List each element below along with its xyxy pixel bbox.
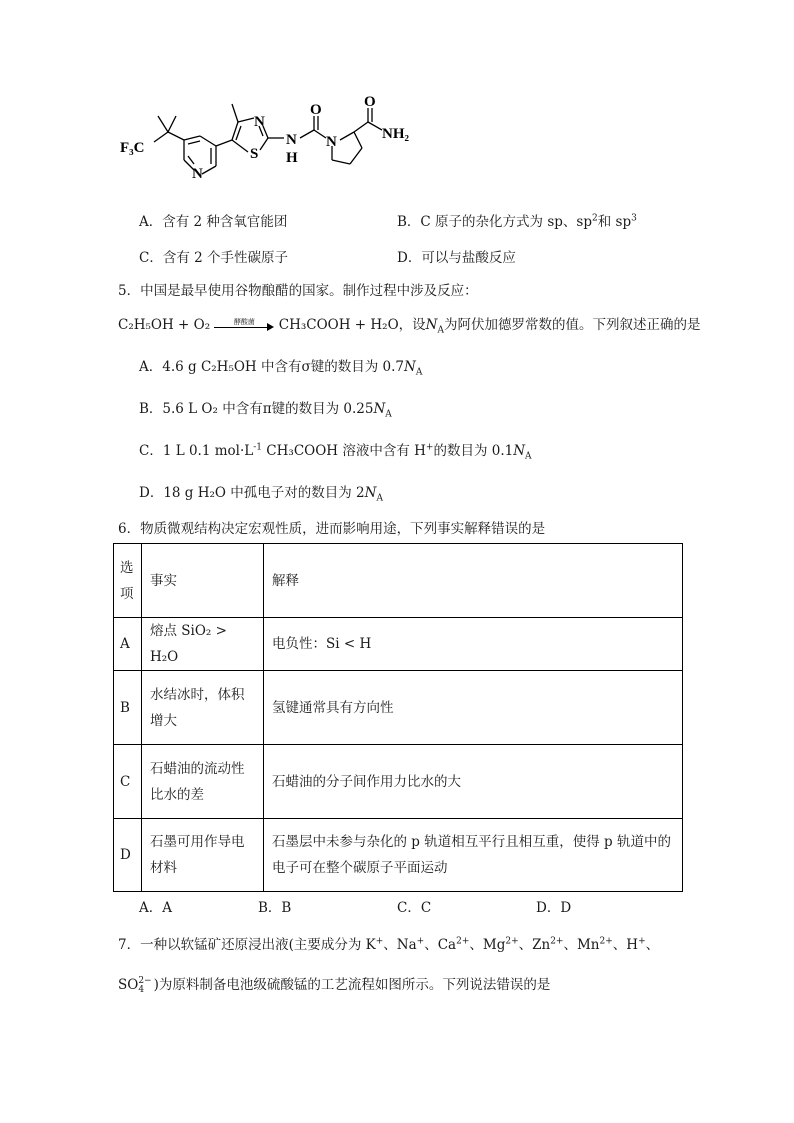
q5-equation (118, 316, 700, 334)
table-row (114, 618, 683, 671)
pyrrolidine-n-label: N (326, 134, 337, 150)
q5-na-symbol: N (425, 317, 438, 333)
q4-option-c: C．含有 2 个手性碳原子 (139, 250, 289, 266)
cf3-label: F₃C (120, 140, 145, 156)
q6-stem: 6．物质微观结构决定宏观性质，进而影响用途，下列事实解释错误的是 (118, 521, 546, 537)
table-row (114, 819, 683, 892)
row-option: B (114, 671, 142, 745)
q5-option-d-na: N (364, 485, 377, 501)
header-option: 选项 (114, 544, 142, 618)
q5-pi-symbol: π (262, 401, 272, 417)
q7-ca-sup: 2+ (456, 936, 470, 947)
q7-line1 (118, 936, 659, 954)
q7-so4-sup: 2− (138, 975, 152, 986)
q5-eq-tail-post: 为阿伏加德罗常数的值。下列叙述正确的是 (443, 317, 701, 333)
row-explain: 氢键通常具有方向性 (264, 671, 683, 745)
q5-option-c-mid: CH₃COOH 溶液中含有 H (262, 443, 426, 459)
q5-eq-left: C₂H₅OH + O₂ (118, 317, 211, 333)
q4-option-b (397, 213, 637, 231)
q7-na-sup: + (416, 936, 425, 947)
header-explain: 解释 (264, 544, 683, 618)
q5-eq-right: CH₃COOH + H₂O (278, 317, 399, 333)
q7-mn-sup: 2+ (599, 936, 613, 947)
row-explain: 电负性：Si < H (264, 618, 683, 671)
q4-option-d: D．可以与盐酸反应 (397, 250, 516, 266)
q5-option-c-na: N (513, 443, 526, 459)
q4-option-b-text: B．C 原子的杂化方式为 sp、sp (397, 214, 592, 230)
row-option: C (114, 745, 142, 819)
q6-choice-b: B．B (258, 900, 292, 916)
q4-option-a: A．含有 2 种含氧官能团 (139, 214, 288, 230)
q7-h-sup: + (638, 936, 646, 947)
q5-option-a (139, 358, 422, 376)
q5-option-a-post: 键的数目为 0.7 (310, 359, 404, 375)
q5-option-c-post: 的数目为 0.1 (433, 443, 514, 459)
row-option: D (114, 819, 142, 892)
q5-option-b-na: N (373, 401, 386, 417)
urea-o-label: O (310, 102, 322, 118)
nh2-label: NH₂ (382, 126, 409, 142)
q5-na-sub: A (437, 325, 444, 336)
q6-choice-a: A．A (139, 900, 172, 916)
pyridine-n-label: N (192, 166, 203, 182)
q5-option-b (139, 400, 392, 418)
q4-option-b-mid: 和 sp (597, 214, 632, 230)
table-header-row (114, 544, 683, 618)
q7-mg-sup: 2+ (505, 936, 519, 947)
nh-n-label: N (286, 132, 297, 148)
q7-mn: 、Mn (563, 937, 600, 953)
table-row (114, 745, 683, 819)
q7-ca: 、Ca (424, 937, 457, 953)
q7-so4: SO (118, 977, 139, 993)
amide-o-label: O (364, 96, 376, 110)
q5-option-d (139, 484, 383, 502)
row-explain: 石墨层中未参与杂化的 p 轨道相互平行且相互重，使得 p 轨道中的电子可在整个碳原子平面运动 (264, 819, 683, 892)
q6-choice-c: C．C (397, 900, 432, 916)
q5-option-b-post: 键的数目为 0.25 (271, 401, 374, 417)
row-fact: 熔点 SiO₂ > H₂O (142, 618, 264, 671)
q5-option-d-pre: D．18 g H₂O 中孤电子对的数目为 2 (139, 485, 365, 501)
q5-option-c-na-sub: A (525, 451, 532, 462)
q5-sigma-symbol: σ (301, 359, 311, 375)
q6-choice-d: D．D (536, 900, 572, 916)
q5-option-a-na: N (404, 359, 416, 375)
row-fact: 水结冰时，体积增大 (142, 671, 264, 745)
table-row (114, 671, 683, 745)
q7-zn-sup: 2+ (550, 936, 564, 947)
q5-option-c (139, 442, 532, 460)
q5-option-b-pre: B．5.6 L O₂ 中含有 (139, 401, 263, 417)
q6-table (113, 543, 683, 892)
q7-na: 、Na (383, 937, 417, 953)
molecular-structure (118, 96, 428, 196)
row-explain: 石蜡油的分子间作用力比水的大 (264, 745, 683, 819)
row-fact: 石蜡油的流动性比水的差 (142, 745, 264, 819)
q4-option-b-sup1: 2 (591, 213, 598, 224)
q5-option-d-na-sub: A (376, 493, 383, 504)
thiazole-s-label: S (250, 146, 259, 162)
q5-option-b-na-sub: A (385, 409, 392, 420)
q7-mg: 、Mg (469, 937, 506, 953)
q5-option-a-na-sub: A (415, 367, 423, 378)
q5-option-a-pre: A．4.6 g C₂H₅OH 中含有 (139, 359, 302, 375)
q7-zn: 、Zn (518, 937, 551, 953)
q7-line2-post: )为原料制备电池级硫酸锰的工艺流程如图所示。下列说法错误的是 (153, 977, 551, 993)
q5-option-c-sup: -1 (253, 442, 263, 453)
q5-eq-condition: 酵酸菌 (233, 317, 255, 326)
q5-option-c-sup2: + (425, 442, 434, 453)
q7-line2 (118, 976, 550, 995)
q7-k-sup: + (375, 936, 384, 947)
header-fact: 事实 (142, 544, 264, 618)
thiazole-n-label: N (254, 114, 265, 130)
q5-stem: 5．中国是最早使用谷物酿醋的国家。制作过程中涉及反应： (118, 283, 478, 299)
row-fact: 石墨可用作导电材料 (142, 819, 264, 892)
nh-h-label: H (286, 150, 298, 166)
q7-h-post: 、 (645, 937, 660, 953)
row-option: A (114, 618, 142, 671)
q7-line1-pre: 7．一种以软锰矿还原浸出液(主要成分为 K (118, 937, 376, 953)
q7-h: 、H (612, 937, 639, 953)
q5-eq-tail-pre: ，设 (398, 317, 426, 333)
q7-so4-sub: 4 (138, 984, 145, 995)
q5-option-c-pre: C．1 L 0.1 mol·L (139, 443, 254, 459)
q4-option-b-sup2: 3 (631, 213, 637, 224)
q5-eq-arrow (214, 319, 274, 333)
